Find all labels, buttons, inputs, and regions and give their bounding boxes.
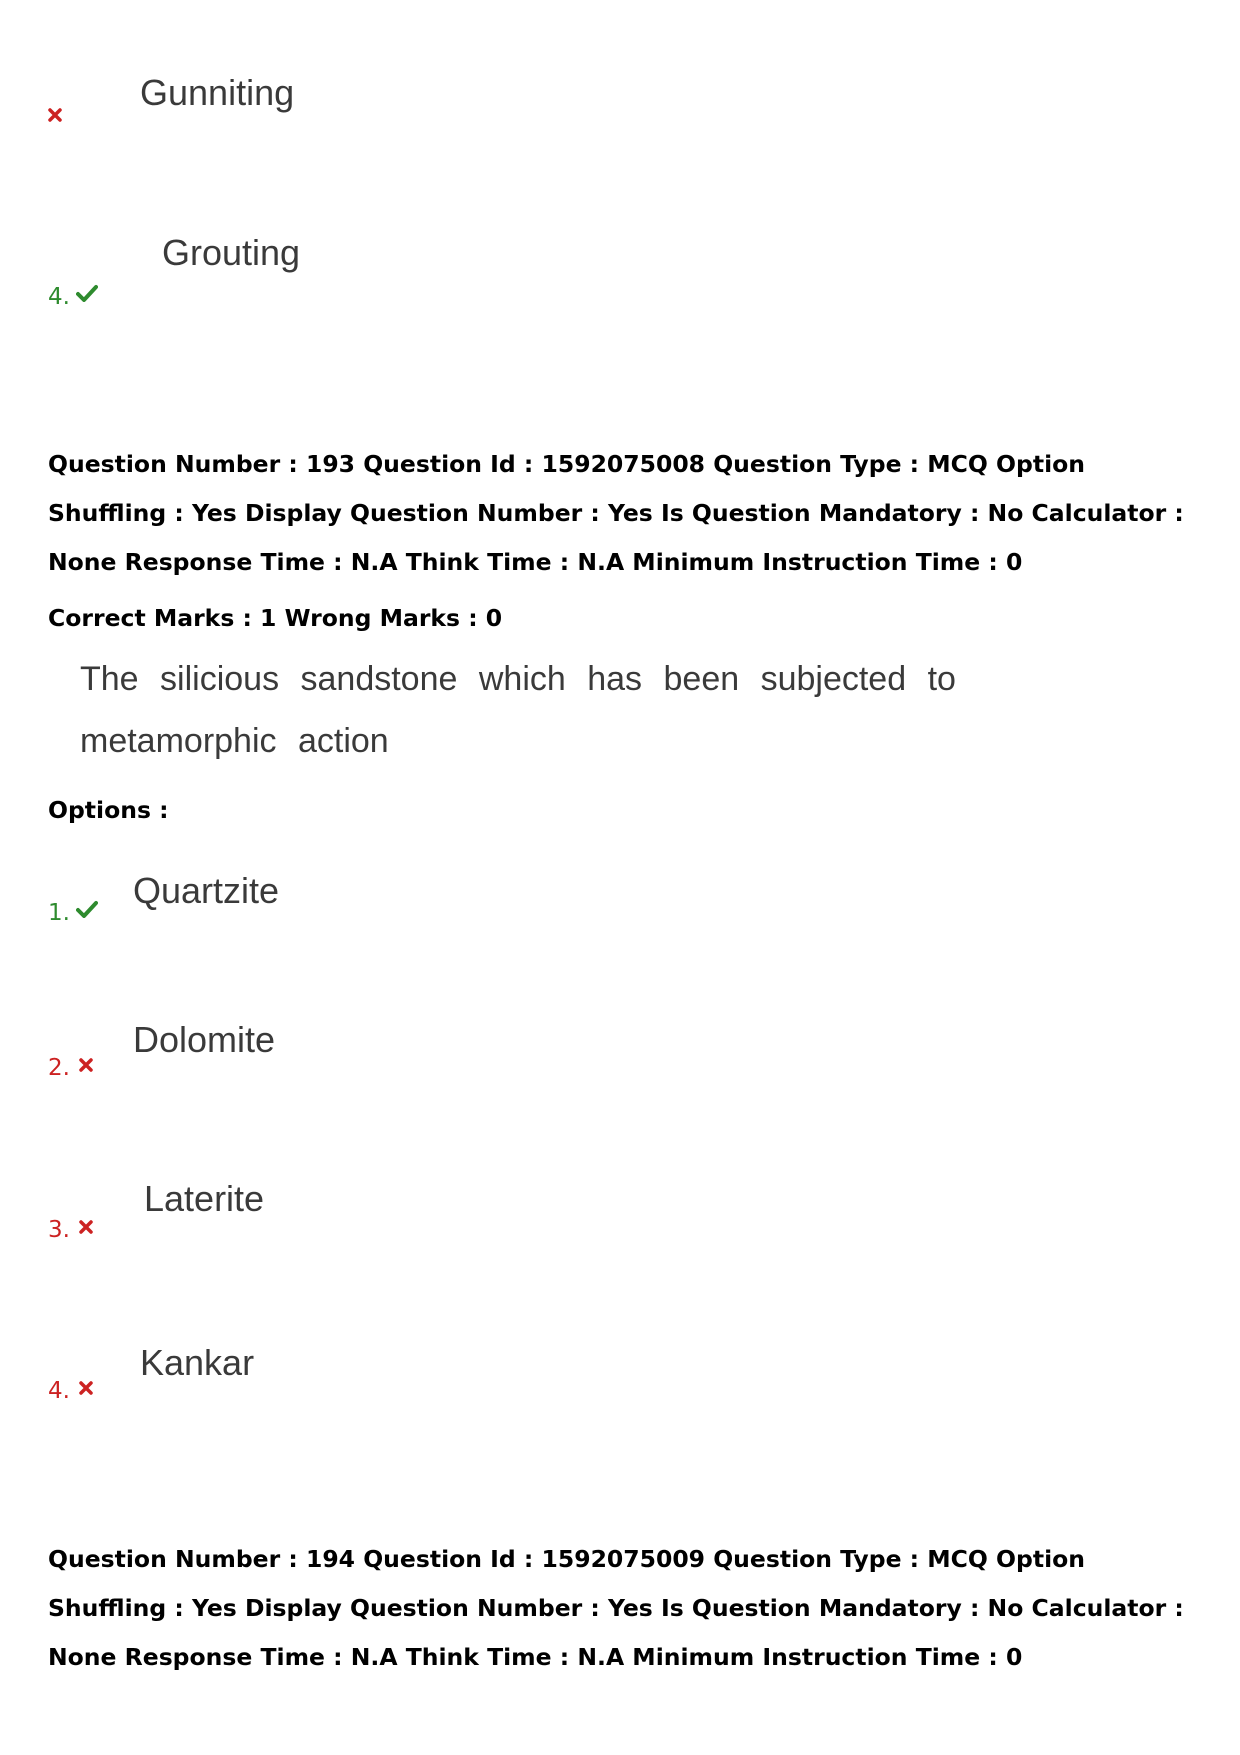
- check-icon: [76, 284, 98, 302]
- option-number: 3.: [48, 1217, 70, 1243]
- options-label: Options :: [48, 796, 169, 824]
- option-text: Quartzite: [133, 870, 280, 911]
- option-number: 4.: [48, 284, 70, 310]
- check-icon: [76, 900, 98, 918]
- option-text: Laterite: [144, 1178, 265, 1219]
- question-stem: The silicious sandstone which has been subjected to metamorphic action: [80, 660, 956, 760]
- question-meta: Question Number : 193 Question Id : 1592075008 Question Type : MCQ Option Shuffling : Yes Display Question Number : Yes Is Question Mandatory : No Calculator : None Response Time : N.A Think Time : N.A Minimum Instruction Time : 0: [48, 450, 1184, 576]
- option-text: Dolomite: [133, 1019, 276, 1060]
- option-number: 1.: [48, 900, 70, 926]
- option-text: Kankar: [140, 1342, 255, 1383]
- option-number: 2.: [48, 1055, 70, 1081]
- option-text: Gunniting: [140, 72, 295, 113]
- cross-icon: [79, 1058, 93, 1072]
- question-meta: Question Number : 194 Question Id : 1592075009 Question Type : MCQ Option Shuffling : Yes Display Question Number : Yes Is Question Mandatory : No Calculator : None Response Time : N.A Think Time : N.A Minimum Instruction Time : 0: [48, 1545, 1184, 1671]
- cross-icon: [79, 1220, 93, 1234]
- cross-icon: [48, 108, 62, 122]
- option-number: 4.: [48, 1378, 70, 1404]
- cross-icon: [79, 1381, 93, 1395]
- question-marks: Correct Marks : 1 Wrong Marks : 0: [48, 604, 503, 632]
- option-text: Grouting: [162, 232, 301, 273]
